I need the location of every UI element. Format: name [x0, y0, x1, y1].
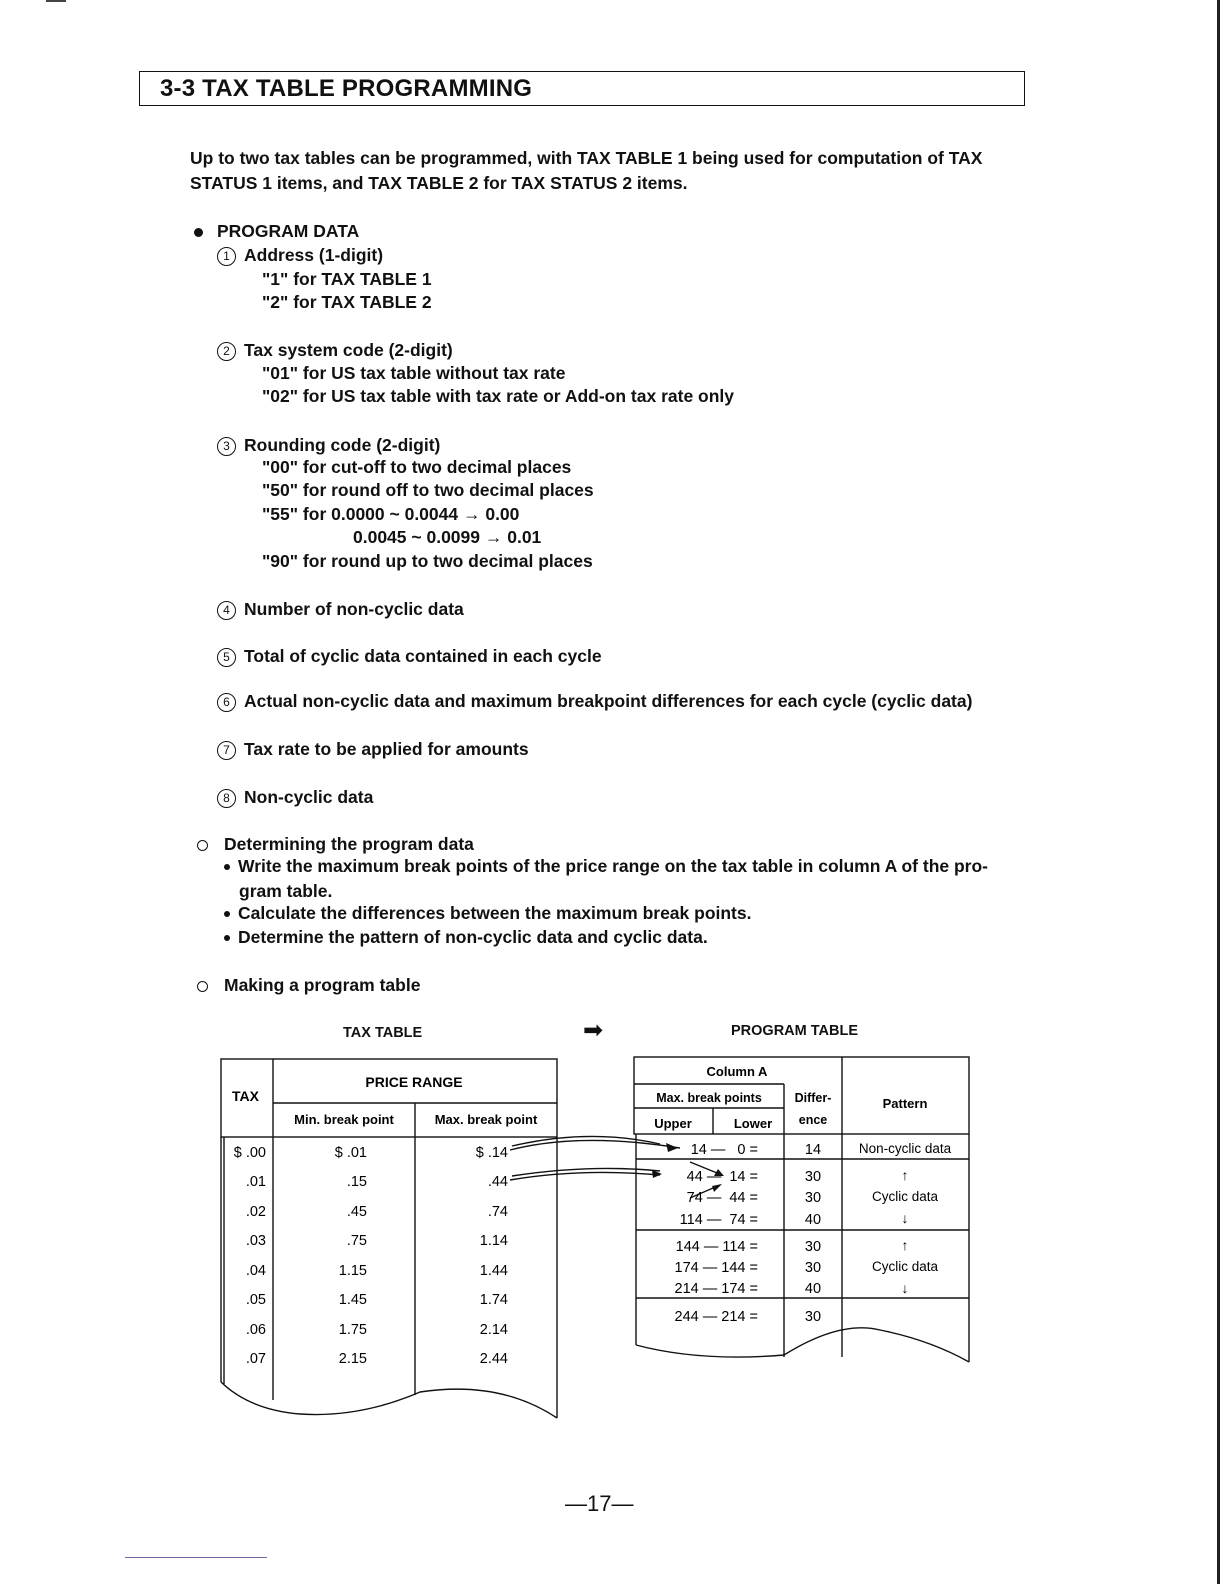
circled-number-icon: 7 [217, 741, 236, 760]
tax-header-price-range: PRICE RANGE [365, 1074, 463, 1090]
determining-heading-text: Determining the program data [224, 834, 474, 854]
tax-cell: .03 [245, 1233, 266, 1249]
max-break-cell: .44 [487, 1174, 508, 1190]
determining-bullet-1-text: Write the maximum break points of the price range on the tax table in column A of the pro- [238, 856, 989, 876]
item-6-title-text: Actual non-cyclic data and maximum breakpoint differences for each cycle (cyclic data) [244, 691, 973, 711]
program-table-torn-edge [636, 1328, 969, 1362]
item-4-title-text: Number of non-cyclic data [244, 599, 464, 619]
item-1-line-1: "1" for TAX TABLE 1 [262, 269, 432, 289]
tax-header-min: Min. break point [294, 1112, 394, 1127]
prog-header-upper: Upper [654, 1116, 692, 1131]
difference-cell: 40 [804, 1212, 822, 1228]
difference-cell: 30 [804, 1169, 822, 1185]
tax-cell: $ .00 [233, 1145, 266, 1161]
item-3-line-1: "00" for cut-off to two decimal places [262, 457, 572, 477]
max-break-cell: .74 [487, 1204, 508, 1220]
intro-line-2: STATUS 1 items, and TAX TABLE 2 for TAX STATUS 2 items. [190, 173, 688, 193]
item-2-title-text: Tax system code (2-digit) [244, 340, 453, 360]
circled-number-icon: 6 [217, 693, 236, 712]
item-3-line-4: 0.0045 ~ 0.0099 → 0.01 [353, 527, 542, 547]
max-break-cell: 1.74 [479, 1292, 508, 1308]
item-5-title-text: Total of cyclic data contained in each cycle [244, 646, 602, 666]
intro-line-1: Up to two tax tables can be programmed, with TAX TABLE 1 being used for computation of TAX [190, 148, 983, 168]
item-1-line-2: "2" for TAX TABLE 2 [262, 292, 432, 312]
column-a-calc-cell: 114 — 74 = [679, 1212, 758, 1228]
difference-cell: 30 [804, 1260, 822, 1276]
pattern-cyclic-2: Cyclic data [871, 1259, 939, 1274]
circled-number-icon: 8 [217, 789, 236, 808]
max-break-cell: 2.14 [479, 1322, 508, 1338]
pattern-up-arrow-2: ↑ [901, 1237, 909, 1253]
min-break-cell: .15 [346, 1174, 367, 1190]
max-break-cell: 1.44 [479, 1263, 508, 1279]
circled-number-icon: 1 [217, 247, 236, 266]
max-break-cell: 2.44 [479, 1351, 508, 1367]
item-7-title-text: Tax rate to be applied for amounts [244, 739, 529, 759]
determining-bullet-3-text: Determine the pattern of non-cyclic data and cyclic data. [238, 927, 708, 947]
tax-table-rows [234, 1145, 508, 1367]
tax-table-caption: TAX TABLE [343, 1025, 423, 1041]
making-heading-text: Making a program table [224, 975, 421, 995]
arrowhead-14 [666, 1143, 678, 1152]
column-a-calc-cell: 44 — 14 = [686, 1169, 758, 1185]
prog-header-diff-1: Differ- [794, 1091, 832, 1105]
item-2-line-2: "02" for US tax table with tax rate or Add-on tax rate only [262, 386, 735, 406]
circled-number-icon: 3 [217, 437, 236, 456]
item-1-title-text: Address (1-digit) [244, 245, 384, 265]
item-3-line-3: "55" for 0.0000 ~ 0.0044 → 0.00 [262, 504, 520, 524]
min-break-cell: 1.75 [338, 1322, 367, 1338]
column-a-calc-cell: 74 — 44 = [686, 1190, 758, 1206]
min-break-cell: 1.45 [338, 1292, 367, 1308]
page-number: —17— [565, 1491, 634, 1516]
difference-cell: 40 [804, 1281, 822, 1297]
min-break-cell: .45 [346, 1204, 367, 1220]
determining-bullet-1-cont: gram table. [239, 881, 333, 901]
prog-header-diff-2: ence [798, 1113, 828, 1127]
prog-header-max-break: Max. break points [656, 1091, 762, 1105]
pattern-up-arrow-1: ↑ [901, 1167, 909, 1183]
tax-cell: .04 [245, 1263, 266, 1279]
prog-header-pattern: Pattern [882, 1096, 928, 1111]
item-2-line-1: "01" for US tax table without tax rate [262, 363, 566, 383]
tax-header-tax: TAX [232, 1088, 259, 1104]
pattern-non-cyclic: Non-cyclic data [858, 1141, 952, 1156]
right-arrow-icon: ➡ [583, 1017, 604, 1044]
column-a-calc-cell: 144 — 114 = [675, 1239, 758, 1255]
difference-cell: 14 [804, 1142, 822, 1158]
tax-header-max: Max. break point [434, 1112, 538, 1127]
pattern-down-arrow-2: ↓ [901, 1280, 909, 1296]
column-a-calc-cell: 244 — 214 = [674, 1309, 758, 1325]
difference-cell: 30 [804, 1239, 822, 1255]
tax-cell: .06 [245, 1322, 266, 1338]
tax-cell: .07 [245, 1351, 266, 1367]
pattern-cyclic-1: Cyclic data [871, 1189, 939, 1204]
min-break-cell: $ .01 [334, 1145, 367, 1161]
circled-number-icon: 4 [217, 601, 236, 620]
tax-table-torn-edge [221, 1382, 557, 1418]
determining-bullet-2-text: Calculate the differences between the maximum break points. [238, 903, 752, 923]
max-break-cell: 1.14 [479, 1233, 508, 1249]
footer-rule [125, 1557, 267, 1558]
column-a-calc-cell: 14 — 0 = [690, 1142, 758, 1158]
min-break-cell: 1.15 [338, 1263, 367, 1279]
circled-number-icon: 2 [217, 342, 236, 361]
section-title: 3-3 TAX TABLE PROGRAMMING [160, 75, 533, 102]
item-8-title-text: Non-cyclic data [244, 787, 374, 807]
tax-cell: .05 [245, 1292, 266, 1308]
prog-header-column-a: Column A [706, 1064, 768, 1079]
min-break-cell: 2.15 [338, 1351, 367, 1367]
item-3-line-2: "50" for round off to two decimal places [262, 480, 594, 500]
pattern-down-arrow-1: ↓ [901, 1210, 909, 1226]
difference-cell: 30 [804, 1190, 822, 1206]
circled-number-icon: 5 [217, 648, 236, 667]
item-3-line-5: "90" for round up to two decimal places [262, 551, 593, 571]
column-a-calc-cell: 214 — 174 = [674, 1281, 758, 1297]
column-a-calc-cell: 174 — 144 = [674, 1260, 758, 1276]
tax-cell: .01 [245, 1174, 266, 1190]
item-3-title-text: Rounding code (2-digit) [244, 435, 441, 455]
tax-cell: .02 [245, 1204, 266, 1220]
difference-cell: 30 [804, 1309, 822, 1325]
prog-header-lower: Lower [733, 1116, 773, 1131]
min-break-cell: .75 [346, 1233, 367, 1249]
program-table-caption: PROGRAM TABLE [731, 1023, 859, 1039]
program-data-heading-text: PROGRAM DATA [217, 221, 360, 241]
max-break-cell: $ .14 [475, 1145, 508, 1161]
